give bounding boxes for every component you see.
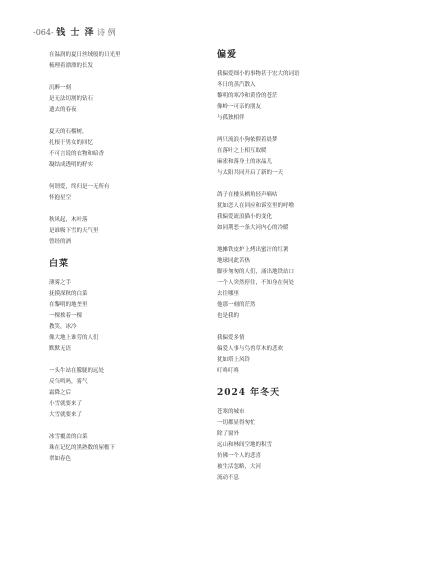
stanza (217, 135, 392, 179)
poem-line: 翠如春色 (49, 456, 72, 462)
poem-line: 在温润的夏日丝绒般的日光里 (49, 52, 121, 58)
poem-line: 叮咚叮咚 (217, 368, 240, 374)
stanza (49, 50, 224, 72)
poem-line: 凝结成透明的籽实 (49, 162, 94, 168)
poem-line: 不可言说的衣物和暗香 (49, 151, 105, 157)
poem-line: 怀抱星空 (49, 195, 72, 201)
poem-line: 霜降之后 (49, 390, 72, 396)
poem-line: 是谁吸下雪的天气里 (49, 228, 99, 234)
poem-line: 地摊铁皮炉上烤出蜜汁的红薯 (217, 247, 289, 253)
poem-line: 一棵挨着一棵 (49, 313, 83, 319)
poem-line: 两只流浪小狗依偎着晨梦 (217, 137, 278, 143)
poem-line: 教笑，冰冷 (49, 324, 77, 330)
left-column (49, 50, 224, 476)
poem-line: 我偏爱多情 (217, 335, 245, 341)
poem-line: 冰雪覆盖的白菜 (49, 434, 88, 440)
poem-line: 珠在记忆的黑熟数的屋檐下 (49, 445, 116, 451)
poem (49, 259, 224, 465)
stanza (49, 278, 224, 355)
stanza (217, 245, 392, 322)
stanza (49, 432, 224, 465)
poem-line: 偏爱人事与鸟兽草木的悲欢 (217, 346, 284, 352)
poem-line: 远山和林间空地的积雪 (217, 442, 273, 448)
poem-line: 麻雀和落身土的冰晶儿 (217, 159, 273, 165)
poem-line: 抚摸深秋的白菜 (49, 291, 88, 297)
poem (217, 50, 392, 377)
poem-line: 沉醉一刻 (49, 85, 72, 91)
page-header (33, 25, 116, 38)
poem-line: 一头牛站在朦胧的远处 (49, 368, 105, 374)
poem-line: 默默无语 (49, 346, 72, 352)
poem-line: 仿佛一个人的悲喜 (217, 453, 262, 459)
poem-line: 大雪就要来了 (49, 412, 83, 418)
poem-title: 白菜 (49, 259, 70, 269)
stanza (49, 83, 224, 116)
poem-line: 如同荆恶一条大河内心的冷暖 (217, 225, 289, 231)
poem-line: 与孤独相伴 (217, 115, 245, 121)
poem-line: 犹如塔上风铃 (217, 357, 251, 363)
poem-line: 与太阳共同开启了新的一天 (217, 170, 284, 176)
poem-line: 梳理着漂漂的长发 (49, 63, 94, 69)
poem-line: 扎根于男女的回忆 (49, 140, 94, 146)
poem-line: 黎明的寒冷和黄昏的苍茫 (217, 93, 278, 99)
poem-line: 鸽子在楼头栖角轻声嘀咕 (217, 192, 278, 198)
poem-line: 地球同此苦热 (217, 258, 251, 264)
poem-line: 在落叶之上相互取暖 (217, 148, 267, 154)
poem-line: 何谓爱，终归是一无所有 (49, 184, 110, 190)
poem-line: 像大地上谁劳的人们 (49, 335, 99, 341)
poem-line: 一切都显得匆忙 (217, 420, 256, 426)
poem-line: 像岭一可亲的朋友 (217, 104, 262, 110)
right-column (217, 50, 392, 495)
poem-title: 偏爱 (217, 50, 238, 60)
poem-line: 也是我的 (217, 313, 240, 319)
poem-line: 他那一刻的茫然 (217, 302, 256, 308)
stanza (49, 366, 224, 421)
stanza (49, 182, 224, 204)
poem-line: 我偏爱流浪猫小的变化 (217, 214, 273, 220)
poem-title: 2024 年冬天 (217, 388, 281, 398)
poem-line: 夏天的石榴树， (49, 129, 88, 135)
brand-name: 钱 士 泽 (56, 28, 95, 38)
stanza (217, 333, 392, 377)
poem-line: 小雪就要来了 (49, 401, 83, 407)
poem-line: 苍寒的城市 (217, 409, 245, 415)
section-name: 诗 例 (97, 28, 116, 37)
poem (49, 50, 224, 248)
stanza (49, 127, 224, 171)
poem-line: 脚步匆匆的人们，涌出地铁站口 (217, 269, 295, 275)
poem (217, 388, 392, 484)
poem-line: 在黎明的地垄里 (49, 302, 88, 308)
poem-line: 遗去的春夜 (49, 107, 77, 113)
poem-line: 一个人突然停住，不知身在何处 (217, 280, 295, 286)
poem-line: 犹如恋人在回应和诉室里的呼噜 (217, 203, 295, 209)
poem-line: 流动不息 (217, 475, 240, 481)
page-number: -064- (33, 28, 54, 37)
stanza (217, 190, 392, 234)
poem-line: 曾经的酒 (49, 239, 72, 245)
stanza (217, 69, 392, 124)
poem-line: 反刍鸣吗，雾气 (49, 379, 88, 385)
poem-line: 被生活忽略，大河 (217, 464, 262, 470)
poem-line: 去往哪里 (217, 291, 240, 297)
poem-line: 除了窗外 (217, 431, 240, 437)
poem-line: 秋风起，木叶落 (49, 217, 88, 223)
poem-line: 薄雾之手 (49, 280, 72, 286)
poem-line: 冬日的蒸汽散入 (217, 82, 256, 88)
stanza (217, 407, 392, 484)
poem-line: 是无法切割的钻石 (49, 96, 94, 102)
stanza (49, 215, 224, 248)
poem-line: 我偏爱细小的事物甚于宏大的词语 (217, 71, 300, 77)
